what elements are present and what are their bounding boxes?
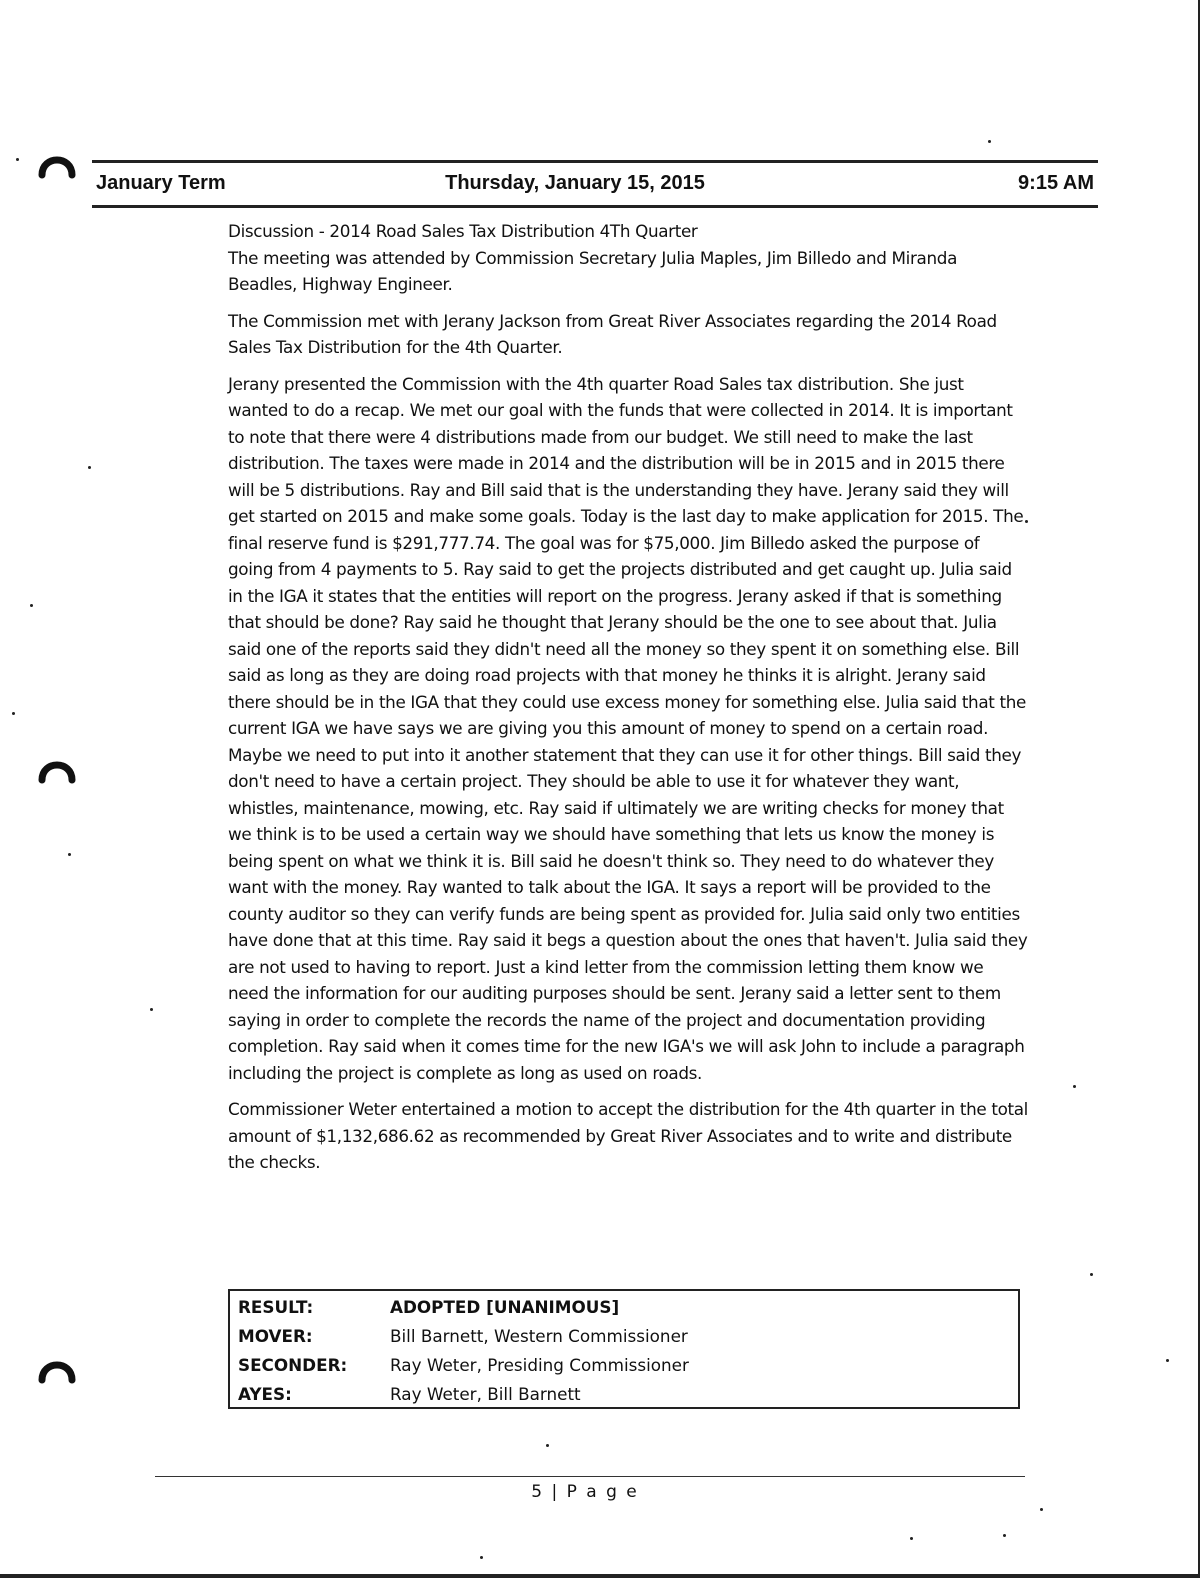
- ayes-value: Ray Weter, Bill Barnett: [390, 1384, 581, 1404]
- seconder-label: SECONDER:: [238, 1355, 348, 1375]
- attendance-text: The meeting was attended by Commission Secretary Julia Maples, Jim Billedo and Miranda Beadles, Highway Engineer.: [228, 247, 957, 294]
- scan-speck: [1040, 1508, 1043, 1511]
- result-label: RESULT:: [238, 1297, 314, 1317]
- scan-speck: [150, 1008, 153, 1011]
- punch-hole-icon: [38, 750, 76, 788]
- vote-result-table: [228, 1289, 1020, 1409]
- scan-speck: [546, 1444, 549, 1447]
- scan-speck: [910, 1537, 913, 1540]
- result-value: ADOPTED [UNANIMOUS]: [390, 1297, 620, 1317]
- scan-speck: [1090, 1273, 1093, 1276]
- punch-hole-icon: [38, 145, 76, 183]
- footer-rule: [155, 1476, 1025, 1477]
- term-label: January Term: [96, 172, 226, 194]
- page-header: [92, 170, 1098, 200]
- header-rule: [92, 160, 1098, 163]
- table-row: [230, 1322, 1018, 1350]
- scan-speck: [88, 466, 91, 469]
- scan-speck: [988, 140, 991, 143]
- ayes-label: AYES:: [238, 1384, 292, 1404]
- scan-speck: [68, 853, 71, 856]
- meeting-time: 9:15 AM: [1018, 172, 1094, 194]
- paragraph: Jerany presented the Commission with the 4th quarter Road Sales tax distribution. She just wanted to do a recap. We met our goal with the funds that were collected in 2014. It is important to note that there were 4 distributions made from our budget. We still need to make the last distribution. The taxes were made in 2014 and the distribution will be in 2015 and in 2015 there will be 5 distributions. Ray and Bill said that is the understanding they have. Jerany said they will get started on 2015 and make some goals. Today is the last day to make application for 2015. The final reserve fund is $291,777.74. The goal was for $75,000. Jim Billedo asked the purpose of going from 4 payments to 5. Ray said to get the projects distributed and get caught up. Julia said in the IGA it states that the entities will report on the progress. Jerany asked if that is something that should be done? Ray said he thought that Jerany should be the one to see about that. Julia said one of the reports said they didn't need all the money so they spent it on something else. Bill said as long as they are doing road projects with that money he thinks it is alright. Jerany said there should be in the IGA that they could use excess money for something else. Julia said that the current IGA we have says we are giving you this amount of money to spend on a certain road. Maybe we need to put into it another statement that they can use it for other things. Bill said they don't need to have a certain project. They should be able to use it for whatever they want, whistles, maintenance, mowing, etc. Ray said if ultimately we are writing checks for money that we think is to be used a certain way we should have something that lets us know the money is being spent on what we think it is. Bill said he doesn't think so. They need to do whatever they want with the money. Ray wanted to talk about the IGA. It says a report will be provided to the county auditor so they can verify funds are being spent as provided for. Julia said only two entities have done that at this time. Ray said it begs a question about the ones that haven't. Julia said they are not used to having to report. Just a kind letter from the commission letting them know we need the information for our auditing purposes should be sent. Jerany said a letter sent to them saying in order to complete the records the name of the project and documentation providing completion. Ray said when it comes time for the new IGA's we will ask John to include a paragraph including the project is complete as long as used on roads.: [228, 373, 1028, 1083]
- meeting-date: Thursday, January 15, 2015: [445, 172, 705, 194]
- scan-speck: [16, 158, 19, 161]
- scan-speck: [1003, 1534, 1006, 1537]
- table-row: [230, 1293, 1018, 1321]
- scan-speck: [30, 604, 33, 607]
- scan-speck: [12, 712, 15, 715]
- scan-speck: [480, 1556, 483, 1559]
- seconder-value: Ray Weter, Presiding Commissioner: [390, 1355, 689, 1375]
- discussion-title: Discussion - 2014 Road Sales Tax Distribution 4Th Quarter: [228, 221, 698, 241]
- mover-value: Bill Barnett, Western Commissioner: [390, 1326, 688, 1346]
- scan-speck: [1073, 1085, 1076, 1088]
- header-rule: [92, 205, 1098, 208]
- table-row: [230, 1380, 1018, 1408]
- mover-label: MOVER:: [238, 1326, 313, 1346]
- page-number: 5 | P a g e: [531, 1482, 639, 1502]
- motion-text: Commissioner Weter entertained a motion to accept the distribution for the 4th quarter in the total amount of $1,132,686.62 as recommended by Great River Associates and to write and distribute the checks.: [228, 1099, 1028, 1172]
- minutes-body: [228, 218, 1028, 1186]
- punch-hole-icon: [38, 1350, 76, 1388]
- table-row: [230, 1351, 1018, 1379]
- paragraph: The Commission met with Jerany Jackson from Great River Associates regarding the 2014 Road Sales Tax Distribution for the 4th Quarter.: [228, 310, 997, 357]
- scan-speck: [1166, 1359, 1169, 1362]
